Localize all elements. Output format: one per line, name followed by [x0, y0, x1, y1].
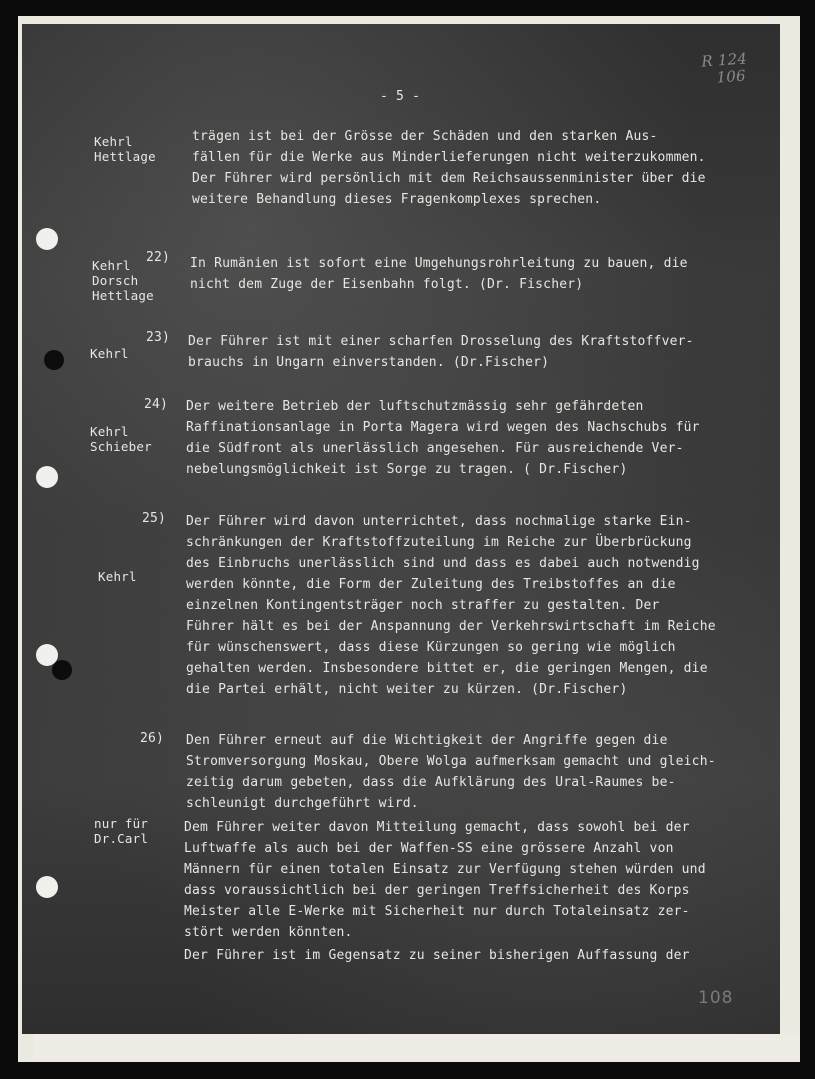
punch-hole — [52, 660, 72, 680]
page-number: - 5 - — [380, 89, 421, 104]
document-page: R 124 106 - 5 - Kehrl Hettlage trägen ist bei der Grösse der Schäden und den starken Aus- fällen für die Werke aus Minderlieferungen nicht weiterzukommen. Der Führer wird persönlich mit dem Reichsaussenminister über die weitere Behandlung dieses Fragenkomplexes sprechen. 22) Kehrl Dorsch Hettlage In Rumänien ist sofort eine Umgehungsrohrleitung zu bauen, die nicht dem Zuge der Eisenbahn folgt. (Dr. Fischer) 23) Kehrl Der Führer ist mit einer scharfen Drosselung des Kraftstoffver- brauchs in Ungarn einverstanden. (Dr.Fischer) 24) Kehrl Schieber Der weitere Betrieb der luftschutzmässig sehr gefährdeten Raffinationsanlage in Porta Magera wird wegen des Nachschubs für die Südfront als unerlässlich angesehen. Für ausreichende Ver- nebelungsmöglichkeit ist Sorge zu tragen. ( Dr.Fischer) 25) Kehrl Der Führer wird davon unterrichtet, dass nochmalige starke Ein- schränkungen der Kraftstoffzuteilung im Reiche zur Überbrückung des Einbruchs unerlässlich sind und dass es dabei auch notwendig werden könnte, die Form der Zuleitung des Treibstoffes an die einzelnen Kontingentsträger noch straffer zu gestalten. Der Führer hält es bei der Anspannung der Verkehrswirtschaft im Reiche für wünschenswert, dass diese Kürzungen so gering wie möglich gehalten werden. Insbesondere bittet er, die geringen Mengen, die die Partei erhält, nicht weiter zu kürzen. (Dr.Fischer) 26) nur für Dr.Carl Den Führer erneut auf die Wichtigkeit der Angriffe gegen die Stromversorgung Moskau, Obere Wolga aufmerksam gemacht und gleich- zeitig darum gebeten, dass die Aufklärung des Ural-Raumes be- schleunigt durchgeführt wird. Dem Führer weiter davon Mitteilung gemacht, dass sowohl bei der Luftwaffe als auch bei der Waffen-SS eine grössere Anzahl von Männern für einen totalen Einsatz zur Verfügung stehen würden und dass voraussichtlich bei der geringen Treffsicherheit des Korps Meister alle E-Werke mit Sicherheit nur durch Totaleinsatz zer- stört werden könnten. Der Führer ist im Gegensatz zu seiner bisherigen Auffassung der 108 — [22, 24, 780, 1034]
punch-hole — [36, 228, 58, 250]
item-number: 24) — [144, 397, 169, 412]
margin-recipients: Kehrl Schieber — [90, 424, 152, 454]
archive-stamp-number: 108 — [698, 988, 734, 1008]
margin-recipients: Kehrl — [98, 569, 137, 584]
handwritten-reference: R 124 106 — [700, 49, 748, 87]
item-number: 26) — [140, 731, 165, 746]
margin-recipients: Kehrl Dorsch Hettlage — [92, 258, 154, 303]
item-number: 23) — [146, 330, 171, 345]
item-number: 22) — [146, 250, 171, 265]
bottom-paper-strip — [34, 1033, 800, 1059]
margin-recipients: Kehrl Hettlage — [94, 134, 156, 164]
item-number: 25) — [142, 511, 167, 526]
margin-recipients: Kehrl — [90, 346, 129, 361]
margin-recipients: nur für Dr.Carl — [94, 816, 149, 846]
punch-hole — [36, 876, 58, 898]
punch-hole — [44, 350, 64, 370]
punch-hole — [36, 466, 58, 488]
